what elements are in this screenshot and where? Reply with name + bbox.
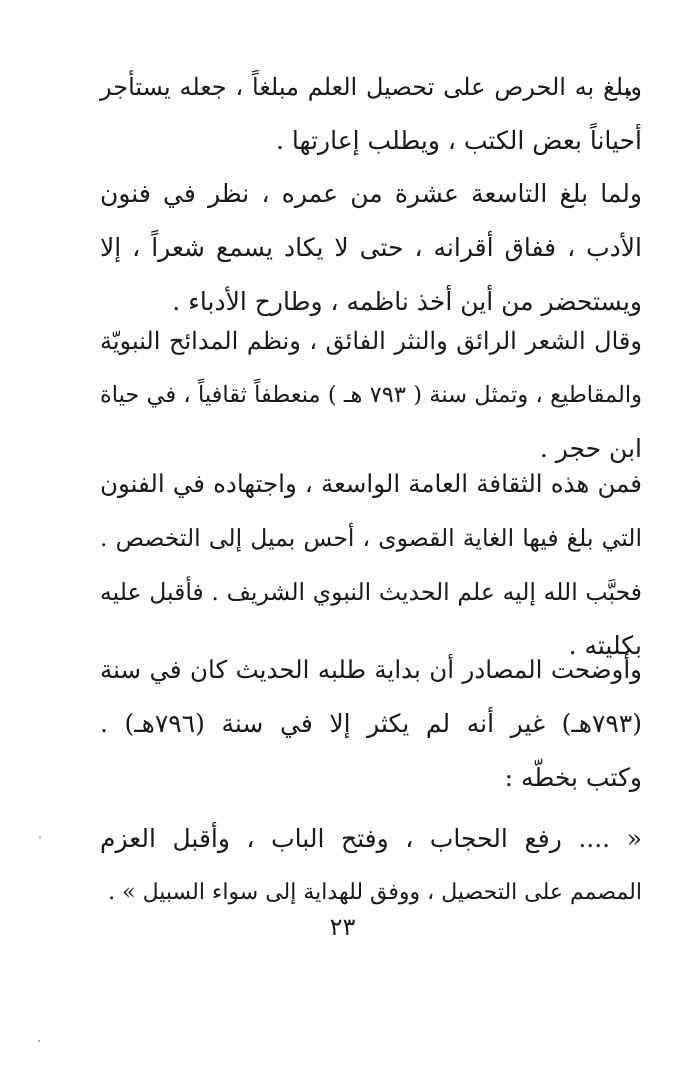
paragraph-line: (٧٩٣هـ) غير أنه لم يكثر إلا في سنة (٧٩٦هـ) . — [100, 709, 643, 738]
paragraph-line: ابن حجر . — [539, 434, 642, 463]
paragraph-3 — [100, 314, 642, 476]
paragraph-1 — [100, 60, 642, 168]
paragraph-line: وقال الشعر الرائق والنثر الفائق ، ونظم المدائح النبويّة — [100, 327, 642, 355]
page-number: ٢٣ — [329, 913, 356, 941]
scan-speck — [38, 1040, 40, 1042]
scan-speck — [39, 836, 41, 838]
paragraph-6-quote — [100, 812, 642, 920]
paragraph-line: والمقاطيع ، وتمثل سنة ( ٧٩٣ هـ ) منعطفاً ثقافياً ، في حياة — [100, 382, 642, 408]
paragraph-line: ولما بلغ التاسعة عشرة من عمره ، نظر في فنون — [100, 179, 642, 208]
paragraph-line: الأدب ، ففاق أقرانه ، حتى لا يكاد يسمع شعراً ، إلا — [100, 233, 642, 262]
paragraph-line: وبلغ به الحرص على تحصيل العلم مبلغاً ، جعله يستأجر — [100, 73, 643, 101]
paragraph-line: بكليته . — [568, 631, 642, 660]
paragraph-line: وأوضحت المصادر أن بداية طلبه الحديث كان في سنة — [100, 655, 642, 684]
paragraph-line: ويستحضر من أين أخذ ناظمه ، وطارح الأدباء . — [172, 287, 642, 316]
paragraph-line: « .... رفع الحجاب ، وفتح الباب ، وأقبل العزم — [100, 824, 642, 853]
paragraph-line: فحبَّب الله إليه علم الحديث النبوي الشريف . فأقبل عليه — [100, 578, 642, 606]
paragraph-line: وكتب بخطّه : — [504, 763, 642, 792]
paragraph-line: المصمم على التحصيل ، ووفق للهداية إلى سواء السبيل » . — [108, 880, 642, 905]
paragraph-2 — [100, 167, 642, 329]
paragraph-4 — [100, 457, 642, 673]
paragraph-line: فمن هذه الثقافة العامة الواسعة ، واجتهاده في الفنون — [100, 469, 642, 498]
paragraph-5 — [100, 643, 642, 805]
paragraph-line: أحياناً بعض الكتب ، ويطلب إعارتها . — [276, 126, 642, 155]
paragraph-line: التي بلغ فيها الغاية القصوى ، أحس بميل إلى التخصص . — [100, 524, 642, 552]
